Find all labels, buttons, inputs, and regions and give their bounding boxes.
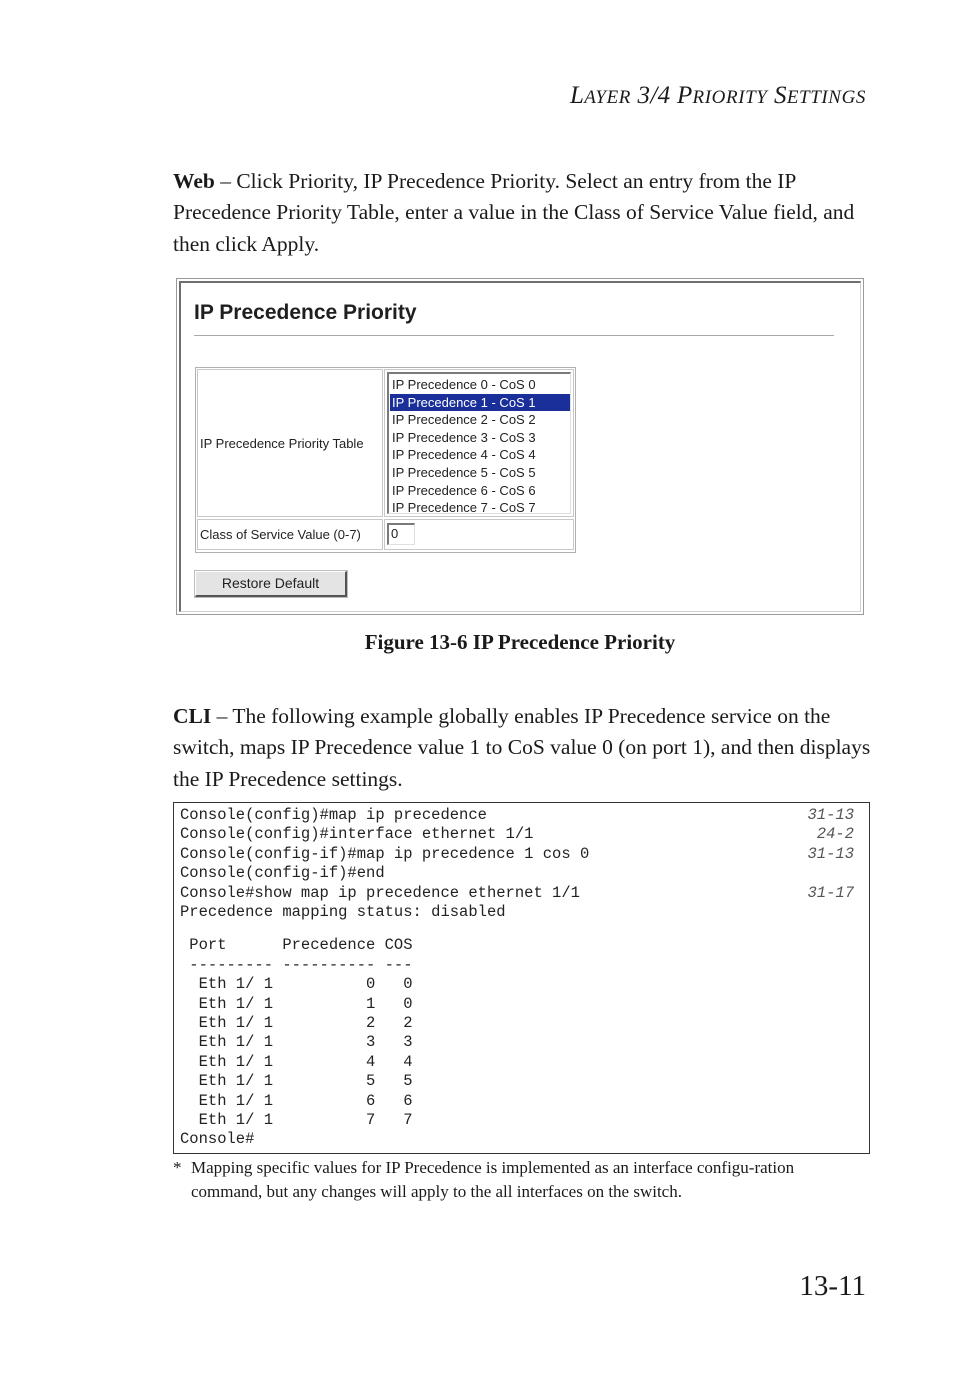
footnote-text: Mapping specific values for IP Precedence is implemented as an interface configu-ration command, but any changes will apply to the all interfaces on the switch. xyxy=(191,1158,795,1201)
code-line: Eth 1/ 1 5 5 xyxy=(180,1072,413,1091)
list-item[interactable]: IP Precedence 6 - CoS 6 xyxy=(392,482,536,498)
list-item[interactable]: IP Precedence 0 - CoS 0 xyxy=(392,377,536,392)
code-line: Console# xyxy=(180,1130,255,1149)
cli-lead: CLI xyxy=(173,704,212,728)
list-item[interactable]: IP Precedence 4 - CoS 4 xyxy=(392,447,536,463)
list-item[interactable]: IP Precedence 3 - CoS 3 xyxy=(392,429,536,445)
command-page-ref: 31-13 xyxy=(807,844,854,863)
code-line: Eth 1/ 1 2 2 xyxy=(180,1014,413,1032)
cos-value-input[interactable]: 0 xyxy=(387,523,415,545)
web-lead: Web xyxy=(173,169,215,193)
settings-table xyxy=(195,367,576,553)
code-line: Port Precedence COS xyxy=(180,936,413,955)
command-page-ref: 31-17 xyxy=(807,883,854,902)
cli-instructions xyxy=(173,701,873,795)
code-line: Eth 1/ 1 0 0 xyxy=(180,975,413,994)
title-divider xyxy=(194,335,834,337)
code-line: Eth 1/ 1 4 4 xyxy=(180,1052,413,1071)
cos-label-cell xyxy=(197,519,383,550)
list-item[interactable]: IP Precedence 2 - CoS 2 xyxy=(392,412,536,428)
command-page-ref: 24-2 xyxy=(816,825,854,844)
figure-caption: Figure 13-6 IP Precedence Priority xyxy=(364,630,676,654)
code-line: Console(config)#interface ethernet 1/1 xyxy=(180,825,534,844)
code-line: Eth 1/ 1 6 6 xyxy=(180,1091,413,1110)
list-cell xyxy=(384,369,574,517)
list-item[interactable]: IP Precedence 7 - CoS 7 xyxy=(392,500,536,516)
code-line: Eth 1/ 1 3 3 xyxy=(180,1033,413,1052)
restore-default-button[interactable]: Restore Default xyxy=(195,571,347,597)
web-text: – Click Priority, IP Precedence Priority. Select an entry from the IP Precedence Priority Table, enter a value in the Class of Service Value field, and then click Apply. xyxy=(173,169,855,256)
cos-value-label: Class of Service Value (0-7) xyxy=(200,527,361,542)
ip-precedence-screenshot xyxy=(176,278,864,615)
running-header: LAYER 3/4 PRIORITY SETTINGS xyxy=(570,82,866,109)
list-item[interactable]: IP Precedence 5 - CoS 5 xyxy=(392,465,536,480)
page-title: IP Precedence Priority xyxy=(194,301,417,324)
code-line: Eth 1/ 1 7 7 xyxy=(180,1111,413,1129)
code-line: Console(config-if)#map ip precedence 1 cos 0 xyxy=(180,844,590,863)
code-line: --------- ---------- --- xyxy=(180,955,413,974)
cli-text: – The following example globally enables IP Precedence service on the switch, maps IP Precedence value 1 to CoS value 0 (on port 1), and then displays the IP Precedence settings. xyxy=(173,704,871,791)
table-label-cell xyxy=(197,369,383,517)
code-line: Console#show map ip precedence ethernet 1/1 xyxy=(180,883,580,902)
command-page-ref: 31-13 xyxy=(807,806,854,824)
code-line: Console(config)#map ip precedence xyxy=(180,806,487,824)
page-number: 13-11 xyxy=(799,1270,866,1302)
code-line: Precedence mapping status: disabled xyxy=(180,903,506,921)
priority-table-listbox[interactable] xyxy=(387,372,571,514)
list-item[interactable]: IP Precedence 1 - CoS 1 xyxy=(390,394,570,412)
code-line: Eth 1/ 1 1 0 xyxy=(180,994,413,1013)
cli-code-block xyxy=(173,802,870,1154)
cos-input-cell xyxy=(384,519,574,550)
priority-table-label: IP Precedence Priority Table xyxy=(200,436,364,451)
footnote-mark: * xyxy=(173,1158,182,1177)
web-instructions xyxy=(173,166,873,260)
code-line: Console(config-if)#end xyxy=(180,864,385,883)
